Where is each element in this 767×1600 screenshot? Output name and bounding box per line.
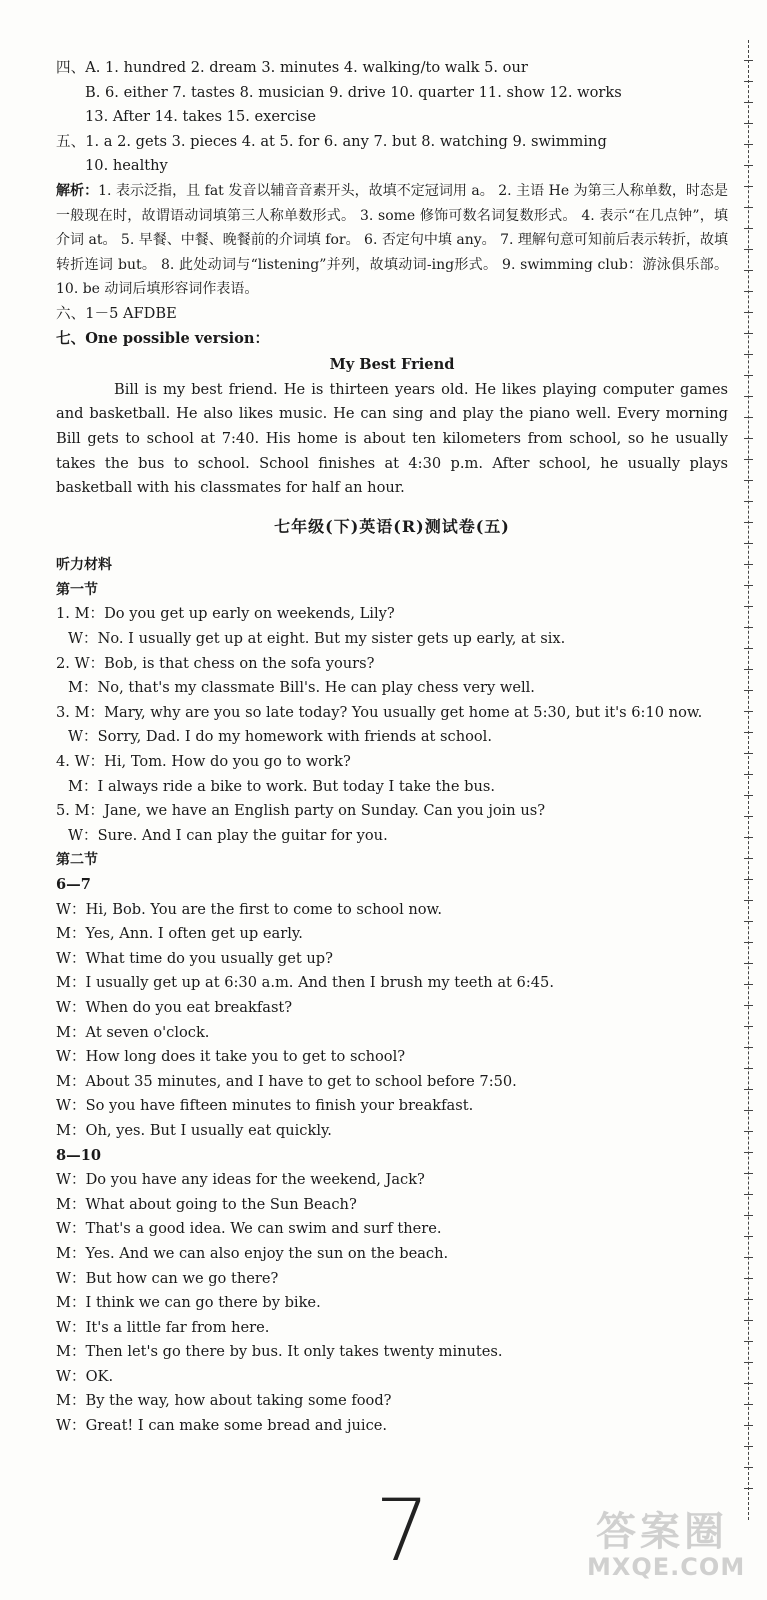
margin-tick	[744, 60, 753, 61]
watermark-main: 答案圈	[596, 1509, 728, 1555]
margin-tick	[744, 375, 753, 376]
margin-tick	[744, 1467, 753, 1468]
dialogue-line: 5. M：Jane, we have an English party on Sunday. Can you join us?	[56, 802, 546, 820]
dialogue-line: W：So you have fifteen minutes to finish your breakfast.	[56, 1097, 474, 1115]
margin-tick	[744, 690, 753, 691]
group1-dialogue	[56, 898, 728, 1144]
part2-title: 第二节	[56, 852, 98, 869]
margin-tick	[744, 816, 753, 817]
margin-tick	[744, 1068, 753, 1069]
margin-tick	[744, 564, 753, 565]
margin-tick	[744, 606, 753, 607]
margin-tick	[744, 291, 753, 292]
dialogue-line: M：I usually get up at 6:30 a.m. And then I brush my teeth at 6:45.	[56, 974, 554, 992]
margin-tick	[744, 1047, 753, 1048]
margin-tick	[744, 438, 753, 439]
test-title: 七年级(下)英语(R)测试卷(五)	[274, 516, 510, 536]
margin-tick	[744, 228, 753, 229]
dialogue-line: W：Sorry, Dad. I do my homework with friends at school.	[68, 728, 492, 746]
dialogue-line: M：I always ride a bike to work. But today I take the bus.	[68, 777, 495, 795]
margin-tick	[744, 123, 753, 124]
margin-tick	[744, 207, 753, 208]
margin-tick	[744, 249, 753, 250]
section5-line2: 10. healthy	[85, 157, 168, 175]
dialogue-line: W：It's a little far from here.	[56, 1318, 270, 1336]
margin-tick	[744, 354, 753, 355]
dialogue-line: W：When do you eat breakfast?	[56, 998, 293, 1016]
margin-tick	[744, 1404, 753, 1405]
margin-tick	[744, 1089, 753, 1090]
margin-tick	[744, 81, 753, 82]
margin-tick	[744, 858, 753, 859]
dialogue-line: M：I think we can go there by bike.	[56, 1294, 321, 1312]
margin-tick	[744, 648, 753, 649]
dialogue-line: M：What about going to the Sun Beach?	[56, 1195, 357, 1213]
margin-tick	[744, 312, 753, 313]
dialogue-line: W：Sure. And I can play the guitar for you.	[68, 826, 388, 844]
dialogue-line: M：Then let's go there by bus. It only takes twenty minutes.	[56, 1343, 503, 1361]
margin-tick	[744, 1362, 753, 1363]
listening-title: 听力材料	[56, 557, 112, 574]
binding-margin-line	[747, 40, 749, 1520]
margin-tick	[744, 459, 753, 460]
dialogue-line: 4. W：Hi, Tom. How do you go to work?	[56, 753, 351, 771]
essay-title: My Best Friend	[329, 356, 455, 374]
margin-tick	[744, 795, 753, 796]
margin-tick	[744, 1005, 753, 1006]
dialogue-line: W：Hi, Bob. You are the first to come to school now.	[56, 900, 442, 918]
margin-tick	[744, 1383, 753, 1384]
margin-tick	[744, 1215, 753, 1216]
margin-tick	[744, 837, 753, 838]
group2-title: 8—10	[56, 1146, 102, 1164]
margin-tick	[744, 984, 753, 985]
dialogue-line: 2. W：Bob, is that chess on the sofa yours?	[56, 654, 375, 672]
margin-tick	[744, 900, 753, 901]
margin-tick	[744, 1173, 753, 1174]
section7: 七、One possible version：	[56, 329, 270, 347]
margin-tick	[744, 1131, 753, 1132]
explanation-label: 解析：	[56, 182, 99, 199]
margin-tick	[744, 1341, 753, 1342]
section4-line1: 四、A. 1. hundred 2. dream 3. minutes 4. walking/to walk 5. our	[56, 59, 528, 76]
dialogue-line: W：What time do you usually get up?	[56, 949, 333, 967]
group1-title: 6—7	[56, 876, 91, 893]
dialogue-line: W：No. I usually get up at eight. But my sister gets up early, at six.	[68, 630, 566, 648]
section4-line2: B. 6. either 7. tastes 8. musician 9. drive 10. quarter 11. show 12. works	[85, 83, 622, 101]
margin-tick	[744, 1194, 753, 1195]
margin-tick	[744, 543, 753, 544]
margin-tick	[744, 627, 753, 628]
margin-tick	[744, 1320, 753, 1321]
margin-tick	[744, 732, 753, 733]
margin-tick	[744, 501, 753, 502]
explanation	[56, 179, 728, 302]
margin-tick	[744, 102, 753, 103]
dialogue-line: W：But how can we go there?	[56, 1269, 279, 1287]
margin-tick	[744, 333, 753, 334]
dialogue-line: M：At seven o'clock.	[56, 1023, 210, 1041]
margin-tick	[744, 396, 753, 397]
group2-dialogue	[56, 1168, 728, 1439]
margin-tick	[744, 1446, 753, 1447]
dialogue-line: W：How long does it take you to get to school?	[56, 1048, 406, 1066]
margin-tick	[744, 1110, 753, 1111]
margin-tick	[744, 669, 753, 670]
section5-line1: 五、1. a 2. gets 3. pieces 4. at 5. for 6. any 7. but 8. watching 9. swimming	[56, 132, 607, 150]
margin-tick	[744, 774, 753, 775]
margin-tick	[744, 753, 753, 754]
section4-line3: 13. After 14. takes 15. exercise	[85, 108, 316, 126]
margin-tick	[744, 144, 753, 145]
dialogue-line: M：Oh, yes. But I usually eat quickly.	[56, 1121, 332, 1139]
dialogue-line: 3. M：Mary, why are you so late today? You usually get home at 5:30, but it's 6:10 now.	[56, 703, 703, 721]
dialogue-line: M：No, that's my classmate Bill's. He can play chess very well.	[68, 679, 535, 697]
margin-tick	[744, 963, 753, 964]
dialogue-line: W：Do you have any ideas for the weekend, Jack?	[56, 1171, 425, 1189]
part1-title: 第一节	[56, 581, 98, 598]
margin-tick	[744, 522, 753, 523]
margin-tick	[744, 1425, 753, 1426]
margin-tick	[744, 1257, 753, 1258]
answer-page	[56, 56, 728, 1439]
section6: 六、1－5 AFDBE	[56, 304, 177, 322]
page-number: 7	[375, 1481, 430, 1581]
dialogue-line: 1. M：Do you get up early on weekends, Lily?	[56, 605, 395, 623]
dialogue-line: M：Yes, Ann. I often get up early.	[56, 925, 303, 943]
margin-tick	[744, 585, 753, 586]
margin-tick	[744, 711, 753, 712]
margin-tick	[744, 1299, 753, 1300]
margin-tick	[744, 186, 753, 187]
dialogue-line: W：That's a good idea. We can swim and surf there.	[56, 1220, 442, 1238]
watermark-sub: MXQE.COM	[587, 1553, 746, 1581]
essay-text: Bill is my best friend. He is thirteen years old. He likes playing computer games and basketball. He also likes music. He can sing and play the piano well. Every morning Bill gets to school at 7:40. His home is about ten kilometers from school, so he usually takes the bus to school. School finishes at 4:30 p.m. After school, he usually plays basketball with his classmates for half an hour.	[56, 380, 728, 497]
dialogue-line: W：OK.	[56, 1367, 114, 1385]
margin-tick	[744, 1152, 753, 1153]
explanation-text: 1. 表示泛指，且 fat 发音以辅音音素开头，故填不定冠词用 a。 2. 主语 He 为第三人称单数，时态是一般现在时，故谓语动词填第三人称单数形式。 3. some 修饰可数名词复数形式。 4. 表示“在几点钟”，填介词 at。 5. 早餐、中餐、晚餐前的介词填 for。 6. 否定句中填 any。 7. 理解句意可知前后表示转折，故填转折连词 but。 8. 此处动词与“listening”并列，故填动词-ing形式。 9. swimming club：游泳俱乐部。 10. be 动词后填形容词作表语。	[56, 182, 729, 298]
margin-tick	[744, 417, 753, 418]
margin-tick	[744, 270, 753, 271]
margin-tick	[744, 1026, 753, 1027]
margin-tick	[744, 879, 753, 880]
dialogue-line: M：Yes. And we can also enjoy the sun on the beach.	[56, 1244, 449, 1262]
margin-tick	[744, 1488, 753, 1489]
margin-tick	[744, 921, 753, 922]
margin-tick	[744, 942, 753, 943]
dialogue-line: W：Great! I can make some bread and juice.	[56, 1417, 388, 1435]
part1-dialogues	[56, 602, 728, 848]
margin-tick	[744, 165, 753, 166]
dialogue-line: M：About 35 minutes, and I have to get to school before 7:50.	[56, 1072, 517, 1090]
margin-tick	[744, 480, 753, 481]
dialogue-line: M：By the way, how about taking some food?	[56, 1392, 392, 1410]
margin-tick	[744, 1278, 753, 1279]
margin-tick	[744, 1236, 753, 1237]
watermark-logo	[587, 1500, 746, 1581]
